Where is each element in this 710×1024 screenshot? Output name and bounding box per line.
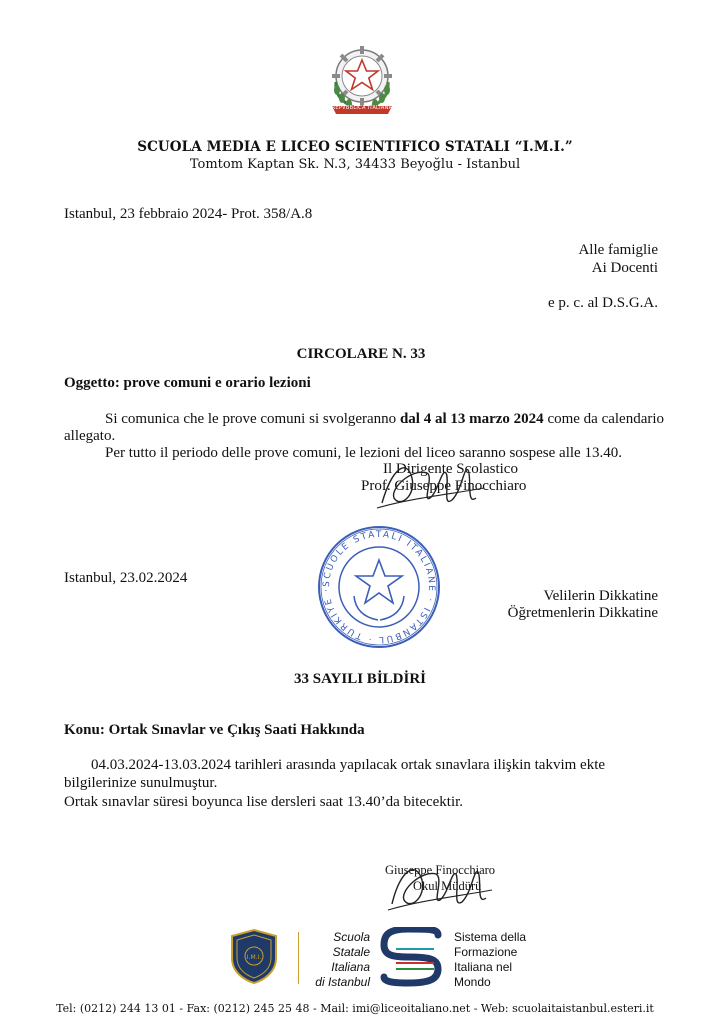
turkish-signer-name: Giuseppe Finocchiaro xyxy=(385,863,496,877)
sistema-line-2: Formazione xyxy=(454,945,518,959)
school-address: Tomtom Kaptan Sk. N.3, 34433 Beyoğlu - Istanbul xyxy=(189,157,521,172)
italian-body-line-3: Per tutto il periodo delle prove comuni, le lezioni del liceo saranno sospese alle 13.40. xyxy=(105,445,622,461)
scuola-line-3: Italiana xyxy=(331,960,370,974)
italian-signer-name: Prof. Giuseppe Finocchiaro xyxy=(361,478,527,494)
scuola-line-1: Scuola xyxy=(333,930,370,944)
italian-body-line-1 xyxy=(105,410,664,428)
turkish-body-line-2: bilgilerinize sunulmuştur. xyxy=(64,775,218,791)
school-name: SCUOLA MEDIA E LICEO SCIENTIFICO STATALI “I.M.I.” xyxy=(137,139,573,155)
exam-dates-highlight: dal 4 al 13 marzo 2024 xyxy=(399,411,544,427)
italian-body-line-2: allegato. xyxy=(64,428,116,444)
italian-subject: Oggetto: prove comuni e orario lezioni xyxy=(64,375,311,391)
recipient-teachers-tr: Öğretmenlerin Dikkatine xyxy=(507,605,658,621)
italian-date-protocol: Istanbul, 23 febbraio 2024- Prot. 358/A.8 xyxy=(64,206,313,222)
recipient-parents-tr: Velilerin Dikkatine xyxy=(543,588,658,604)
logo-divider xyxy=(298,932,299,984)
scuola-line-4: di Istanbul xyxy=(315,975,370,989)
sistema-formazione-logo xyxy=(378,927,450,987)
turkish-date: Istanbul, 23.02.2024 xyxy=(64,570,188,586)
scuola-statale-text xyxy=(300,930,370,990)
scuola-line-2: Statale xyxy=(332,945,370,959)
sistema-line-3: Italiana nel xyxy=(454,960,513,974)
emblem-ribbon-text: REPVBBLICA ITALIANA xyxy=(331,105,393,111)
cc-dsga: e p. c. al D.S.G.A. xyxy=(548,295,658,311)
sistema-line-1: Sistema della xyxy=(454,930,527,944)
footer-contact: Tel: (0212) 244 13 01 - Fax: (0212) 245 25 48 - Mail: imi@liceoitaliano.net - Web: scuolaitaistanbul.esteri.it xyxy=(56,1002,654,1015)
stamp-ring-text: SCUOLE STATALI ITALIANE · ISTANBUL · TÜRKİYE · xyxy=(321,529,437,645)
turkish-body-line-1: 04.03.2024-13.03.2024 tarihleri arasında yapılacak ortak sınavlara ilişkin takvim ekte xyxy=(91,757,606,773)
circular-title: CIRCOLARE N. 33 xyxy=(296,346,426,362)
recipient-teachers: Ai Docenti xyxy=(591,260,658,276)
handwritten-signature-tr xyxy=(384,852,496,918)
recipient-families: Alle famiglie xyxy=(578,242,658,258)
imi-school-badge xyxy=(230,928,278,984)
sistema-formazione-text xyxy=(454,930,554,990)
turkish-body-line-3: Ortak sınavlar süresi boyunca lise dersleri saat 13.40’da bitecektir. xyxy=(64,794,464,810)
turkish-title: 33 SAYILI BİLDİRİ xyxy=(294,671,426,687)
handwritten-signature xyxy=(372,448,490,518)
body-text-pre: Si comunica che le prove comuni si svolgeranno xyxy=(105,411,400,427)
italian-signer-role: Il Dirigente Scolastico xyxy=(383,461,518,477)
body-text-post: come da calendario xyxy=(543,411,665,427)
turkish-signer-role: Okul Müdürü xyxy=(413,879,482,893)
turkish-subject: Konu: Ortak Sınavlar ve Çıkış Saati Hakkında xyxy=(64,722,365,738)
official-school-stamp xyxy=(316,524,442,650)
sistema-line-4: Mondo xyxy=(454,975,491,989)
badge-text: I.M.I. xyxy=(246,954,262,961)
